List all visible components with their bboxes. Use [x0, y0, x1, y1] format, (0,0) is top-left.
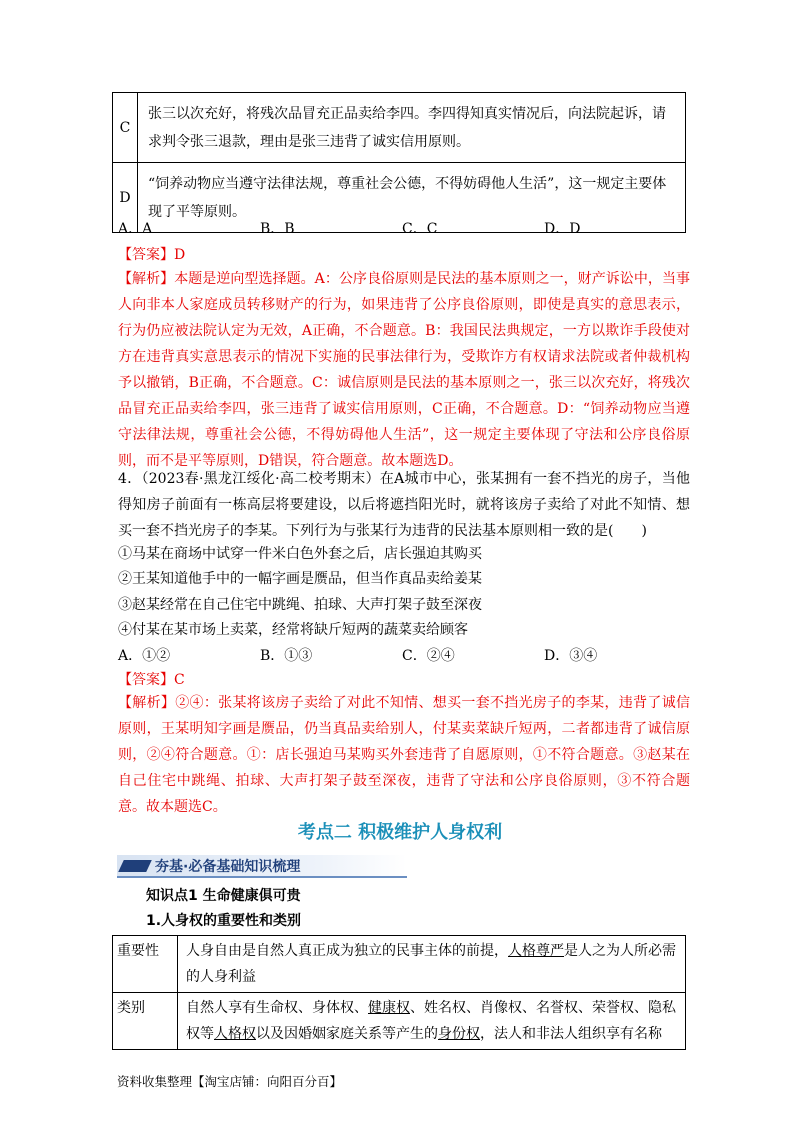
knowledge-point-title: 知识点1 生命健康俱可贵 — [146, 888, 301, 904]
table-row — [113, 936, 686, 993]
underlined-term: 人格权 — [214, 1026, 256, 1042]
option-label: D — [113, 163, 138, 233]
page-footer: 资料收集整理【淘宝店铺：向阳百分百】 — [117, 1074, 343, 1089]
q4-item: ④付某在某市场上卖菜，经常将缺斤短两的蔬菜卖给顾客 — [118, 622, 468, 638]
table-row — [113, 93, 686, 163]
table-row — [113, 163, 686, 233]
cell-text: 人身自由是自然人真正成为独立的民事主体的前提， — [186, 943, 508, 959]
underlined-term: 人格尊严 — [508, 943, 564, 959]
cell-text: 以及因婚姻家庭关系等产生的 — [256, 1026, 438, 1042]
cell-text: ，法人和非法人组织享有名称 — [480, 1026, 662, 1042]
choice-b: B．B — [260, 221, 295, 237]
q4-item: ③赵某经常在自己住宅中跳绳、拍球、大声打架子鼓至深夜 — [118, 597, 482, 613]
rights-table — [112, 935, 686, 1050]
knowledge-point-subtitle: 1.人身权的重要性和类别 — [146, 913, 302, 929]
choice-a: A．①② — [118, 648, 171, 664]
cell-text: 自然人享有生命权、身体权、 — [186, 1000, 368, 1016]
choice-d: D．D — [544, 221, 581, 237]
choice-d: D．③④ — [544, 648, 598, 664]
q3-answer: 【答案】D — [118, 247, 186, 263]
option-text: 张三以次充好，将残次品冒充正品卖给李四。李四得知真实情况后，向法院起诉，请求判令张三退款，理由是张三违背了诚实信用原则。 — [138, 93, 686, 163]
q4-answer: 【答案】C — [118, 672, 185, 688]
section-banner — [117, 855, 407, 879]
underlined-term: 身份权 — [438, 1026, 480, 1042]
banner-accent-icon — [118, 860, 152, 872]
option-text: “饲养动物应当遵守法律法规，尊重社会公德，不得妨碍他人生活”，这一规定主要体现了平等原则。 — [138, 163, 686, 233]
option-table — [112, 92, 686, 233]
row-content — [178, 936, 686, 993]
cell-text: 是人之为人所必需的人身利益 — [186, 943, 676, 985]
q3-analysis: 【解析】本题是逆向型选择题。A：公序良俗原则是民法的基本原则之一，财产诉讼中，当事人向非本人家庭成员转移财产的行为，如果违背了公序良俗原则，即使是真实的意思表示，行为仍应被法院认定为无效，A正确，不合题意。B：我国民法典规定，一方以欺诈手段使对方在违背真实意思表示的情况下实施的民事法律行为，受欺诈方有权请求法院或者仲裁机构予以撤销，B正确，不合题意。C：诚信原则是民法的基本原则之一，张三以次充好，将残次品冒充正品卖给李四，张三违背了诚实信用原则，C正确，不合题意。D：“饲养动物应当遵守法律法规，尊重社会公德，不得妨碍他人生活”，这一规定主要体现了守法和公序良俗原则，而不是平等原则，D错误，符合题意。故本题选D。 — [118, 271, 690, 469]
section-title: 考点二 积极维护人身权利 — [297, 822, 503, 843]
cell-text: 、姓名权、肖像权、名誉权、荣誉权、隐私权等 — [186, 1000, 676, 1042]
underlined-term: 健康权 — [368, 1000, 410, 1016]
row-content — [178, 993, 686, 1050]
banner-title: 夯基·必备基础知识梳理 — [155, 859, 301, 875]
q4-stem: 4．（2023春·黑龙江绥化·高二校考期末）在A城市中心，张某拥有一套不挡光的房子，当他得知房子前面有一栋高层将要建设，以后将遮挡阳光时，就将该房子卖给了对此不知情、想买一套不挡光房子的李某。下列行为与张某行为违背的民法基本原则相一致的是( ) — [118, 471, 690, 539]
option-label: C — [113, 93, 138, 163]
row-header: 重要性 — [113, 936, 178, 993]
row-header: 类别 — [113, 993, 178, 1050]
table-row — [113, 993, 686, 1050]
q4-item: ②王某知道他手中的一幅字画是赝品，但当作真品卖给姜某 — [118, 571, 482, 587]
q4-analysis: 【解析】②④：张某将该房子卖给了对此不知情、想买一套不挡光房子的李某，违背了诚信原则，王某明知字画是赝品，仍当真品卖给别人，付某卖菜缺斤短两，二者都违背了诚信原则，②④符合题意。①：店长强迫马某购买外套违背了自愿原则，①不符合题意。③赵某在自己住宅中跳绳、拍球、大声打架子鼓至深夜，违背了守法和公序良俗原则，③不符合题意。故本题选C。 — [118, 695, 690, 815]
choice-b: B．①③ — [260, 648, 313, 664]
q4-item: ①马某在商场中试穿一件米白色外套之后，店长强迫其购买 — [118, 546, 482, 562]
choice-a: A．A — [118, 221, 153, 237]
banner-underline — [117, 876, 407, 878]
choice-c: C．②④ — [402, 648, 455, 664]
choice-c: C．C — [402, 221, 438, 237]
